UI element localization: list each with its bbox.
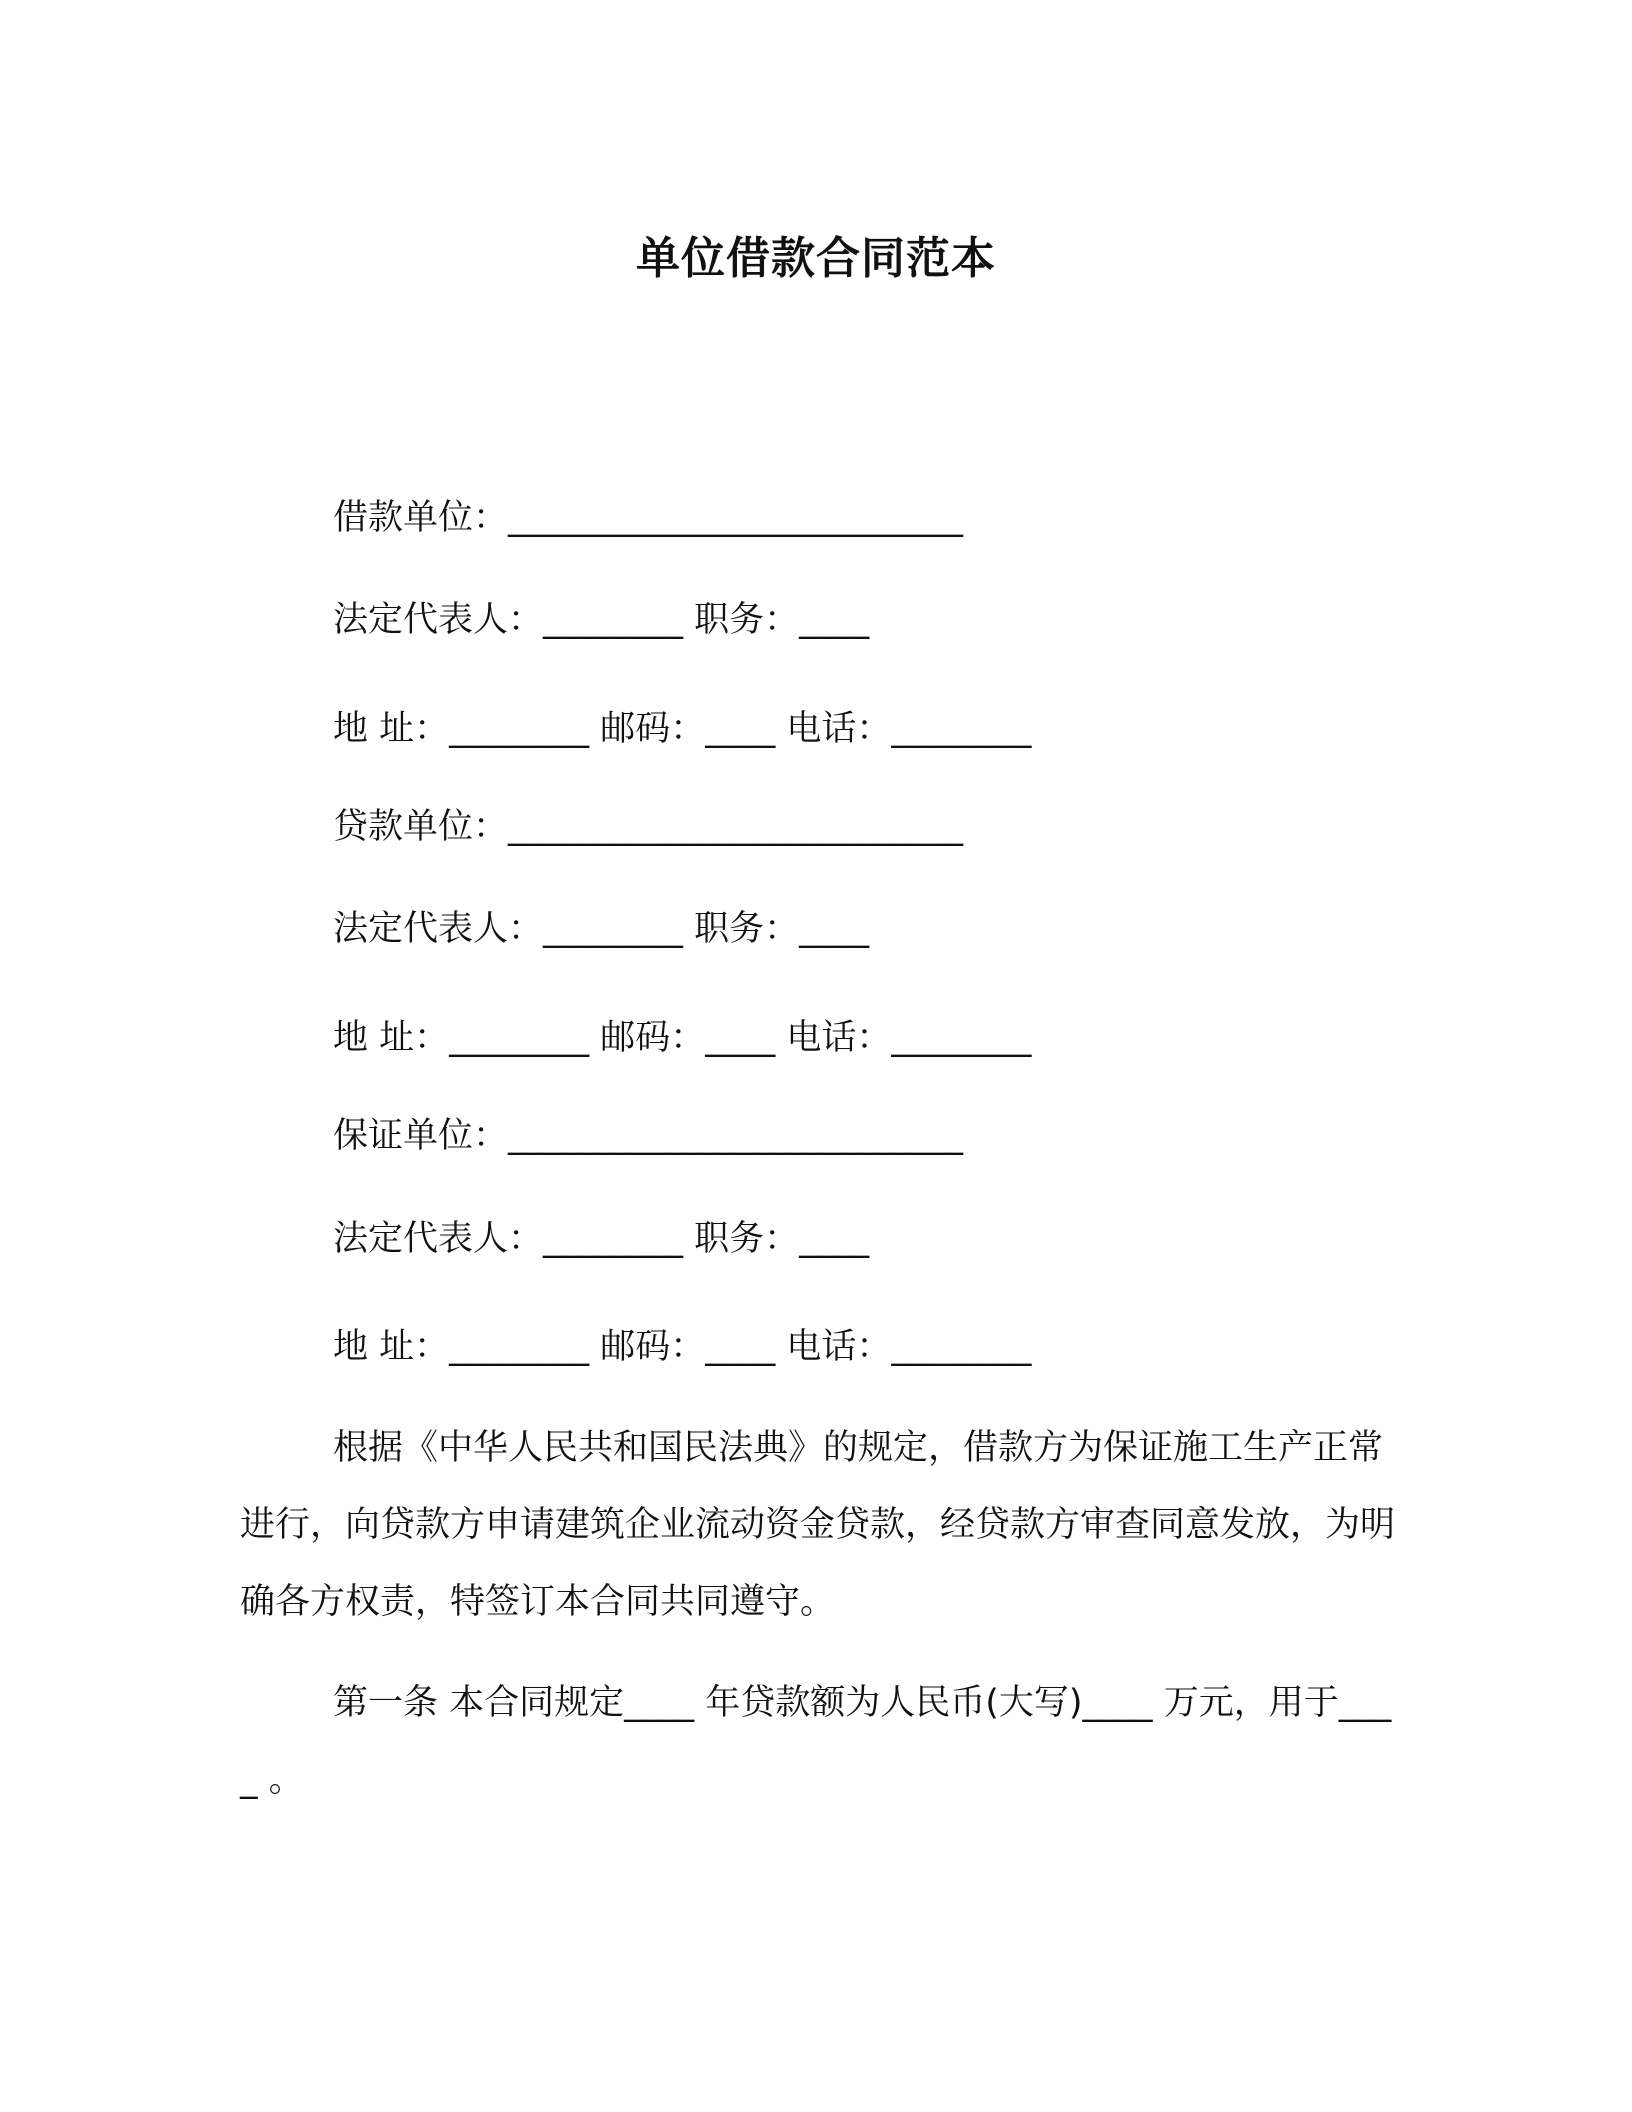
borrower-address-line: 地 址：________ 邮码：____ 电话：________ <box>333 709 1032 749</box>
guarantor-representative-line: 法定代表人：________ 职务：____ <box>333 1219 870 1259</box>
guarantor-unit-line: 保证单位：__________________________ <box>333 1116 964 1156</box>
borrower-representative-line: 法定代表人：________ 职务：____ <box>333 600 870 640</box>
lender-unit-line: 贷款单位：__________________________ <box>333 807 964 847</box>
guarantor-address-line: 地 址：________ 邮码：____ 电话：________ <box>333 1327 1032 1367</box>
document-title: 单位借款合同范本 <box>636 233 996 284</box>
borrower-unit-line: 借款单位：__________________________ <box>333 498 964 538</box>
article-one-paragraph: 第一条 本合同规定____ 年贷款额为人民币(大写)____ 万元，用于____ 。 <box>240 1683 1392 1800</box>
lender-representative-line: 法定代表人：________ 职务：____ <box>333 909 870 949</box>
preamble-paragraph: 根据《中华人民共和国民法典》的规定，借款方为保证施工生产正常进行，向贷款方申请建筑企业流动资金贷款，经贷款方审查同意发放，为明确各方权责，特签订本合同共同遵守。 <box>240 1428 1396 1622</box>
lender-address-line: 地 址：________ 邮码：____ 电话：________ <box>333 1018 1032 1058</box>
